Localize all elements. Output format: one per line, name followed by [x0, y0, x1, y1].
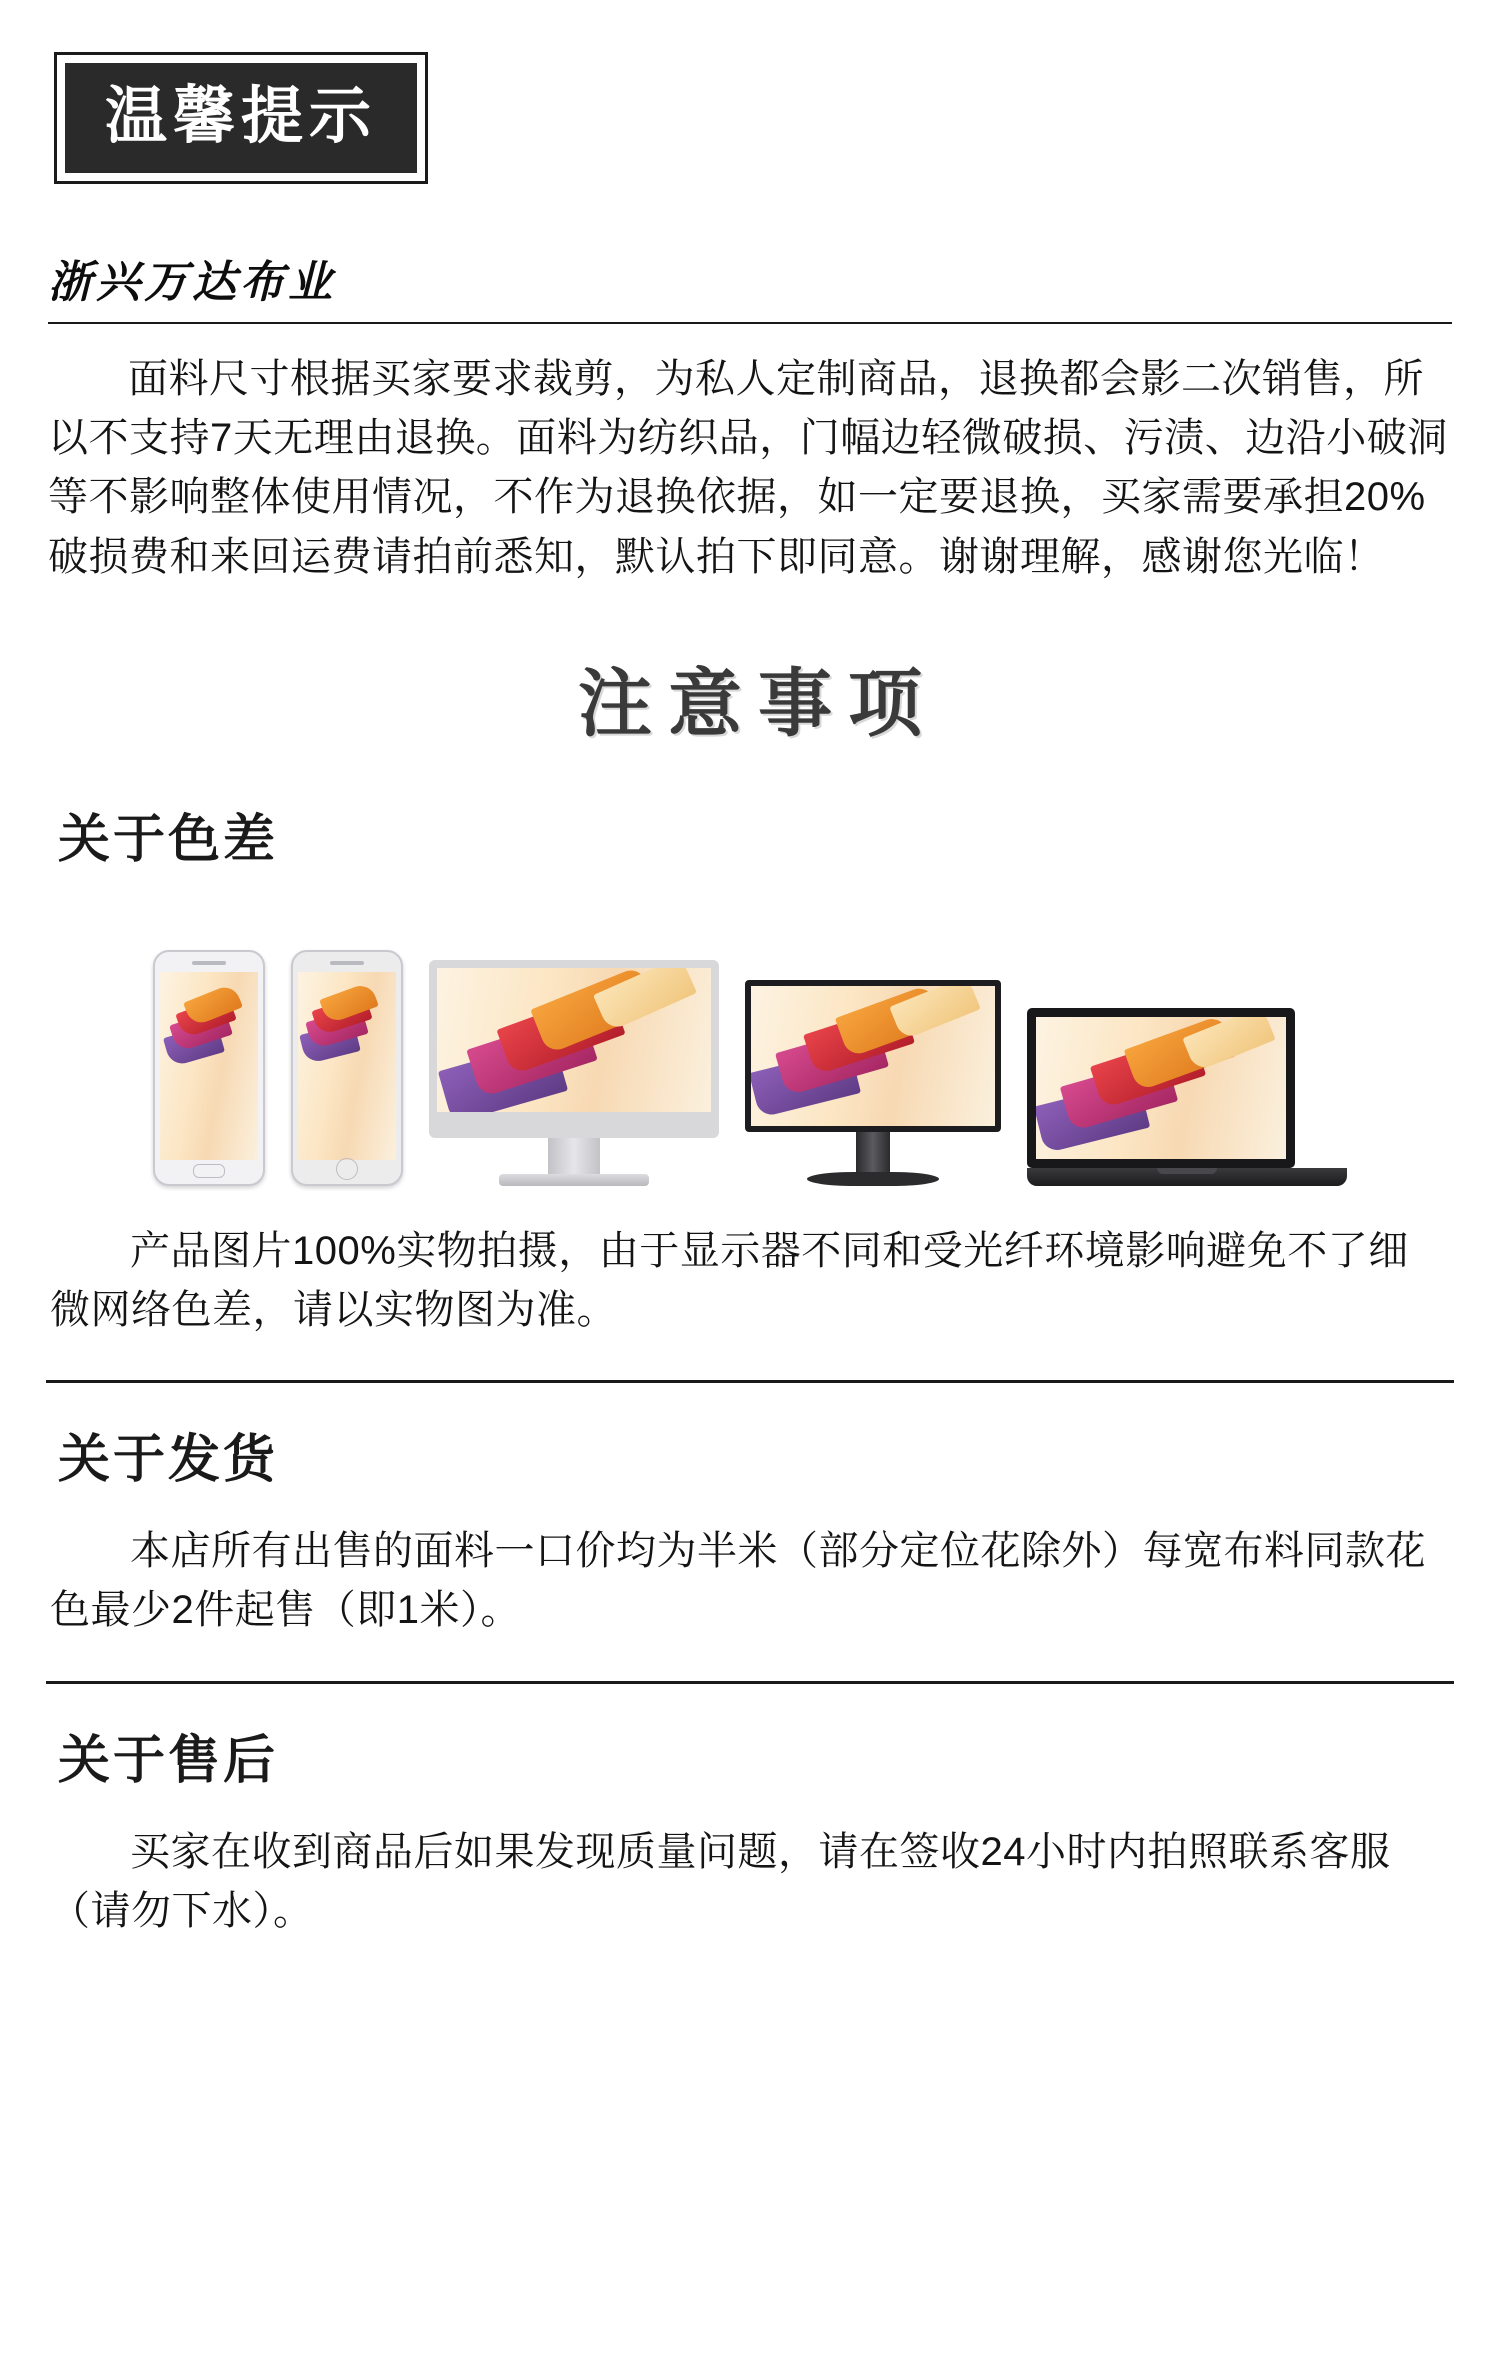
- phone-body: [291, 950, 403, 1186]
- device-illustration: [38, 916, 1462, 1186]
- monitor-screen: [745, 980, 1001, 1132]
- phone-body: [153, 950, 265, 1186]
- page-title: 注意事项: [578, 660, 938, 747]
- shipping-paragraph: 本店所有出售的面料一口价均为半米（部分定位花除外）每宽布料同款花色最少2件起售（即1米）。: [50, 1529, 1426, 1633]
- laptop-screen: [1027, 1008, 1295, 1168]
- shop-name-divider: [48, 322, 1452, 324]
- smartphone-white-device: [153, 950, 265, 1186]
- badge-label: 温馨提示: [65, 63, 417, 173]
- laptop-notch: [1157, 1168, 1217, 1174]
- header-badge: [54, 52, 1462, 184]
- fabric-image: [160, 972, 258, 1160]
- section-divider-2: [46, 1681, 1454, 1684]
- phone-speaker-icon: [330, 961, 364, 965]
- phone-speaker-icon: [192, 961, 226, 965]
- phone-home-button[interactable]: [336, 1158, 358, 1180]
- monitor-device: [745, 980, 1001, 1186]
- phone-screen: [160, 972, 258, 1160]
- fabric-fold-cream: [889, 980, 980, 1040]
- laptop-base: [1027, 1168, 1347, 1186]
- section-divider-1: [46, 1380, 1454, 1383]
- apple-logo-icon: [568, 1115, 579, 1132]
- laptop-device: [1027, 1008, 1347, 1186]
- smartphone-silver-device: [291, 950, 403, 1186]
- section-heading-shipping: 关于发货: [58, 1431, 279, 1490]
- aftersales-paragraph: 买家在收到商品后如果发现质量问题，请在签收24小时内拍照联系客服（请勿下水）。: [50, 1829, 1391, 1933]
- color-difference-paragraph: 产品图片100%实物拍摄，由于显示器不同和受光纤环境影响避免不了细微网络色差，请以实物图为准。: [50, 1228, 1409, 1332]
- notice-page: [0, 52, 1500, 2375]
- fabric-image: [751, 986, 995, 1126]
- monitor-stand-neck: [856, 1132, 890, 1172]
- section-heading-color: 关于色差: [58, 810, 279, 869]
- phone-home-button[interactable]: [193, 1164, 225, 1178]
- badge-outer-frame: [54, 52, 428, 184]
- section-heading-aftersales: 关于售后: [58, 1731, 279, 1790]
- imac-stand-neck: [548, 1138, 600, 1174]
- fabric-image: [437, 968, 711, 1112]
- notice-paragraph: 面料尺寸根据买家要求裁剪，为私人定制商品，退换都会影二次销售，所以不支持7天无理由退换。面料为纺织品，门幅边轻微破损、污渍、边沿小破洞等不影响整体使用情况，不作为退换依据，如一定要退换，买家需要承担20%破损费和来回运费请拍前悉知，默认拍下即同意。谢谢理解，感谢您光临！: [48, 357, 1448, 579]
- fabric-image: [298, 972, 396, 1160]
- fabric-fold-cream: [1182, 1008, 1275, 1072]
- desktop-imac-device: [429, 960, 719, 1186]
- imac-screen: [429, 960, 719, 1138]
- imac-stand-foot: [499, 1174, 649, 1186]
- shop-block: [48, 246, 1452, 324]
- monitor-stand-foot: [807, 1172, 939, 1186]
- phone-screen: [298, 972, 396, 1160]
- fabric-image: [1036, 1017, 1286, 1159]
- shop-name: 浙兴万达布业: [48, 257, 336, 308]
- fabric-fold-cream: [593, 960, 697, 1032]
